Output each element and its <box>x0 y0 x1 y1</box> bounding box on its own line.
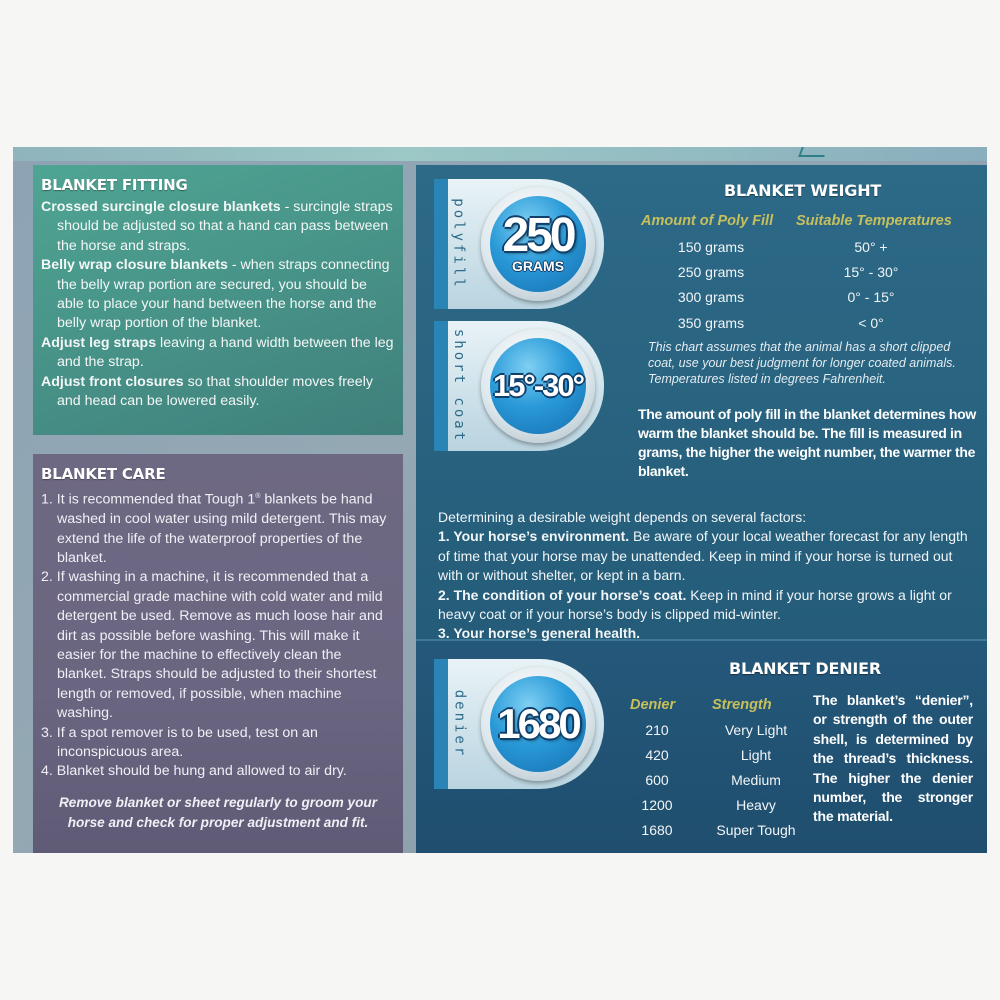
factor-bold: 3. Your horse’s general health. <box>438 625 641 642</box>
care-item-text: Blanket should be hung and allowed to air dry. <box>56 763 347 780</box>
fitting-item <box>41 256 395 334</box>
care-note: Remove blanket or sheet regularly to groom your horse and check for proper adjustment and fit. <box>58 794 378 830</box>
care-item-text: If a spot remover is to be used, test on an inconspicuous area. <box>56 724 318 761</box>
care-item-number: 4. <box>41 763 53 780</box>
shortcoat-badge-range: 15°-30° <box>492 368 584 403</box>
care-item <box>41 487 395 568</box>
weight-explanation: The amount of poly fill in the blanket determines how warm the blanket should be. The fill is measured in grams, the higher the weight number, the warmer the blanket. <box>638 406 977 479</box>
tab-strip <box>434 179 448 309</box>
denier-description: The blanket’s “denier”, or strength of the outer shell, is determined by the thread’s thickness. The higher the denier number, the stronger the material. <box>813 692 973 825</box>
factor-text: Keep in mind if your horse grows a light or heavy coat or if your horse’s body is clipped mid-winter. <box>438 586 952 623</box>
denier-badge <box>481 667 595 781</box>
fitting-item <box>41 334 395 373</box>
fitting-item-text: - when straps connecting the belly wrap portion are secured, you should be able to place your hand between the horse and the belly wrap portion of the blanket. <box>57 257 390 332</box>
fitting-item-bold: Adjust front closures <box>41 373 184 390</box>
weight-note: This chart assumes that the animal has a short clipped coat, use your best judgment for longer coated animals. Temperatures listed in degrees Fahrenheit. <box>648 340 956 386</box>
tab-strip <box>434 321 448 451</box>
denier-tab <box>434 659 604 789</box>
weight-fill-cell: 350 grams <box>677 315 745 331</box>
info-sheet <box>13 147 987 853</box>
denier-value-cell: 1200 <box>641 797 673 813</box>
shortcoat-badge <box>481 329 595 443</box>
weight-fill-cell: 150 grams <box>677 239 745 255</box>
care-item-pre: It is recommended that Tough 1 <box>56 491 256 508</box>
weight-temp-cell: < 0° <box>858 315 884 331</box>
fitting-item <box>41 373 395 412</box>
factor-bold: 2. The condition of your horse’s coat. <box>438 586 687 603</box>
factors-intro: Determining a desirable weight depends on several factors: <box>438 509 807 525</box>
fitting-item-bold: Crossed surcingle closure blankets <box>41 199 281 215</box>
blanket-fitting-panel <box>33 165 403 435</box>
care-item <box>41 762 395 781</box>
weight-temp-cell: 15° - 30° <box>843 264 899 280</box>
factor-text: Be aware of your local weather forecast for any length of time that your horse may be unattended. Keep in mind if your horse is turned out with or without shelter, or kept in a barn. <box>438 528 968 584</box>
registered-mark: ® <box>255 493 261 500</box>
factor-item <box>438 586 978 625</box>
polyfill-badge <box>481 187 595 301</box>
denier-strength-cell: Heavy <box>736 797 776 813</box>
care-title: BLANKET CARE <box>41 465 166 483</box>
care-item-number: 1. <box>41 491 53 508</box>
weight-col-fill: Amount of Poly Fill <box>641 213 774 229</box>
weight-fill-cell: 300 grams <box>677 289 745 305</box>
denier-value-cell: 210 <box>645 722 669 738</box>
factor-item <box>438 527 978 585</box>
denier-title: BLANKET DENIER <box>729 659 881 678</box>
care-item <box>41 568 395 723</box>
polyfill-tab-label: polyfill <box>451 198 467 290</box>
tab-strip <box>434 659 448 789</box>
care-item-number: 3. <box>41 724 53 741</box>
care-item <box>41 724 395 763</box>
shortcoat-tab-label: short coat <box>451 328 468 444</box>
weight-title: BLANKET WEIGHT <box>724 181 882 200</box>
fitting-item-text: - surcingle straps should be adjusted so that a hand can pass between the horse and straps. <box>57 199 393 254</box>
denier-col-denier: Denier <box>630 697 676 713</box>
fitting-item-text: so that shoulder moves freely and head can be lowered easily. <box>57 373 373 410</box>
denier-badge-number: 1680 <box>497 700 579 747</box>
fitting-item-bold: Adjust leg straps <box>41 334 157 351</box>
top-strip <box>13 147 987 161</box>
care-item-number: 2. <box>41 569 53 586</box>
denier-value-cell: 420 <box>645 747 669 763</box>
polyfill-badge-unit: GRAMS <box>511 258 565 274</box>
weight-col-temp: Suitable Temperatures <box>796 213 952 229</box>
care-item-text: blankets be hand washed in cool water using mild detergent. This may extend the life of the waterproof properties of the blanket. <box>57 491 387 566</box>
factor-bold: 1. Your horse’s environment. <box>438 528 630 545</box>
denier-col-strength: Strength <box>712 697 772 713</box>
denier-strength-cell: Medium <box>731 772 781 788</box>
weight-fill-cell: 250 grams <box>677 264 745 280</box>
shortcoat-tab <box>434 321 604 451</box>
denier-strength-cell: Very Light <box>724 722 788 738</box>
weight-factors <box>438 508 978 644</box>
weight-temp-cell: 50° + <box>854 239 888 255</box>
denier-value-cell: 1680 <box>641 822 673 838</box>
fitting-title: BLANKET FITTING <box>41 176 188 194</box>
right-panel <box>416 165 987 853</box>
denier-tab-label: denier <box>451 689 468 759</box>
top-notch-decoration <box>798 147 828 157</box>
fitting-item <box>41 198 395 256</box>
blanket-care-panel <box>33 454 403 853</box>
polyfill-tab <box>434 179 604 309</box>
denier-strength-cell: Super Tough <box>716 822 796 838</box>
denier-value-cell: 600 <box>645 772 669 788</box>
polyfill-badge-number: 250 <box>502 209 574 262</box>
care-item-text: If washing in a machine, it is recommended that a commercial grade machine with cold water and mild detergent be used. Remove as much loose hair and dirt as possible before washing. This will make it easier for the machine to effectively clean the blanket. Straps should be adjusted to their shortest length or removed, if possible, when machine washing. <box>56 569 383 722</box>
fitting-item-bold: Belly wrap closure blankets <box>41 257 228 274</box>
fitting-item-text: leaving a hand width between the leg and the strap. <box>57 334 394 371</box>
factor-item <box>438 624 978 643</box>
denier-strength-cell: Light <box>740 747 772 763</box>
weight-temp-cell: 0° - 15° <box>847 289 895 305</box>
